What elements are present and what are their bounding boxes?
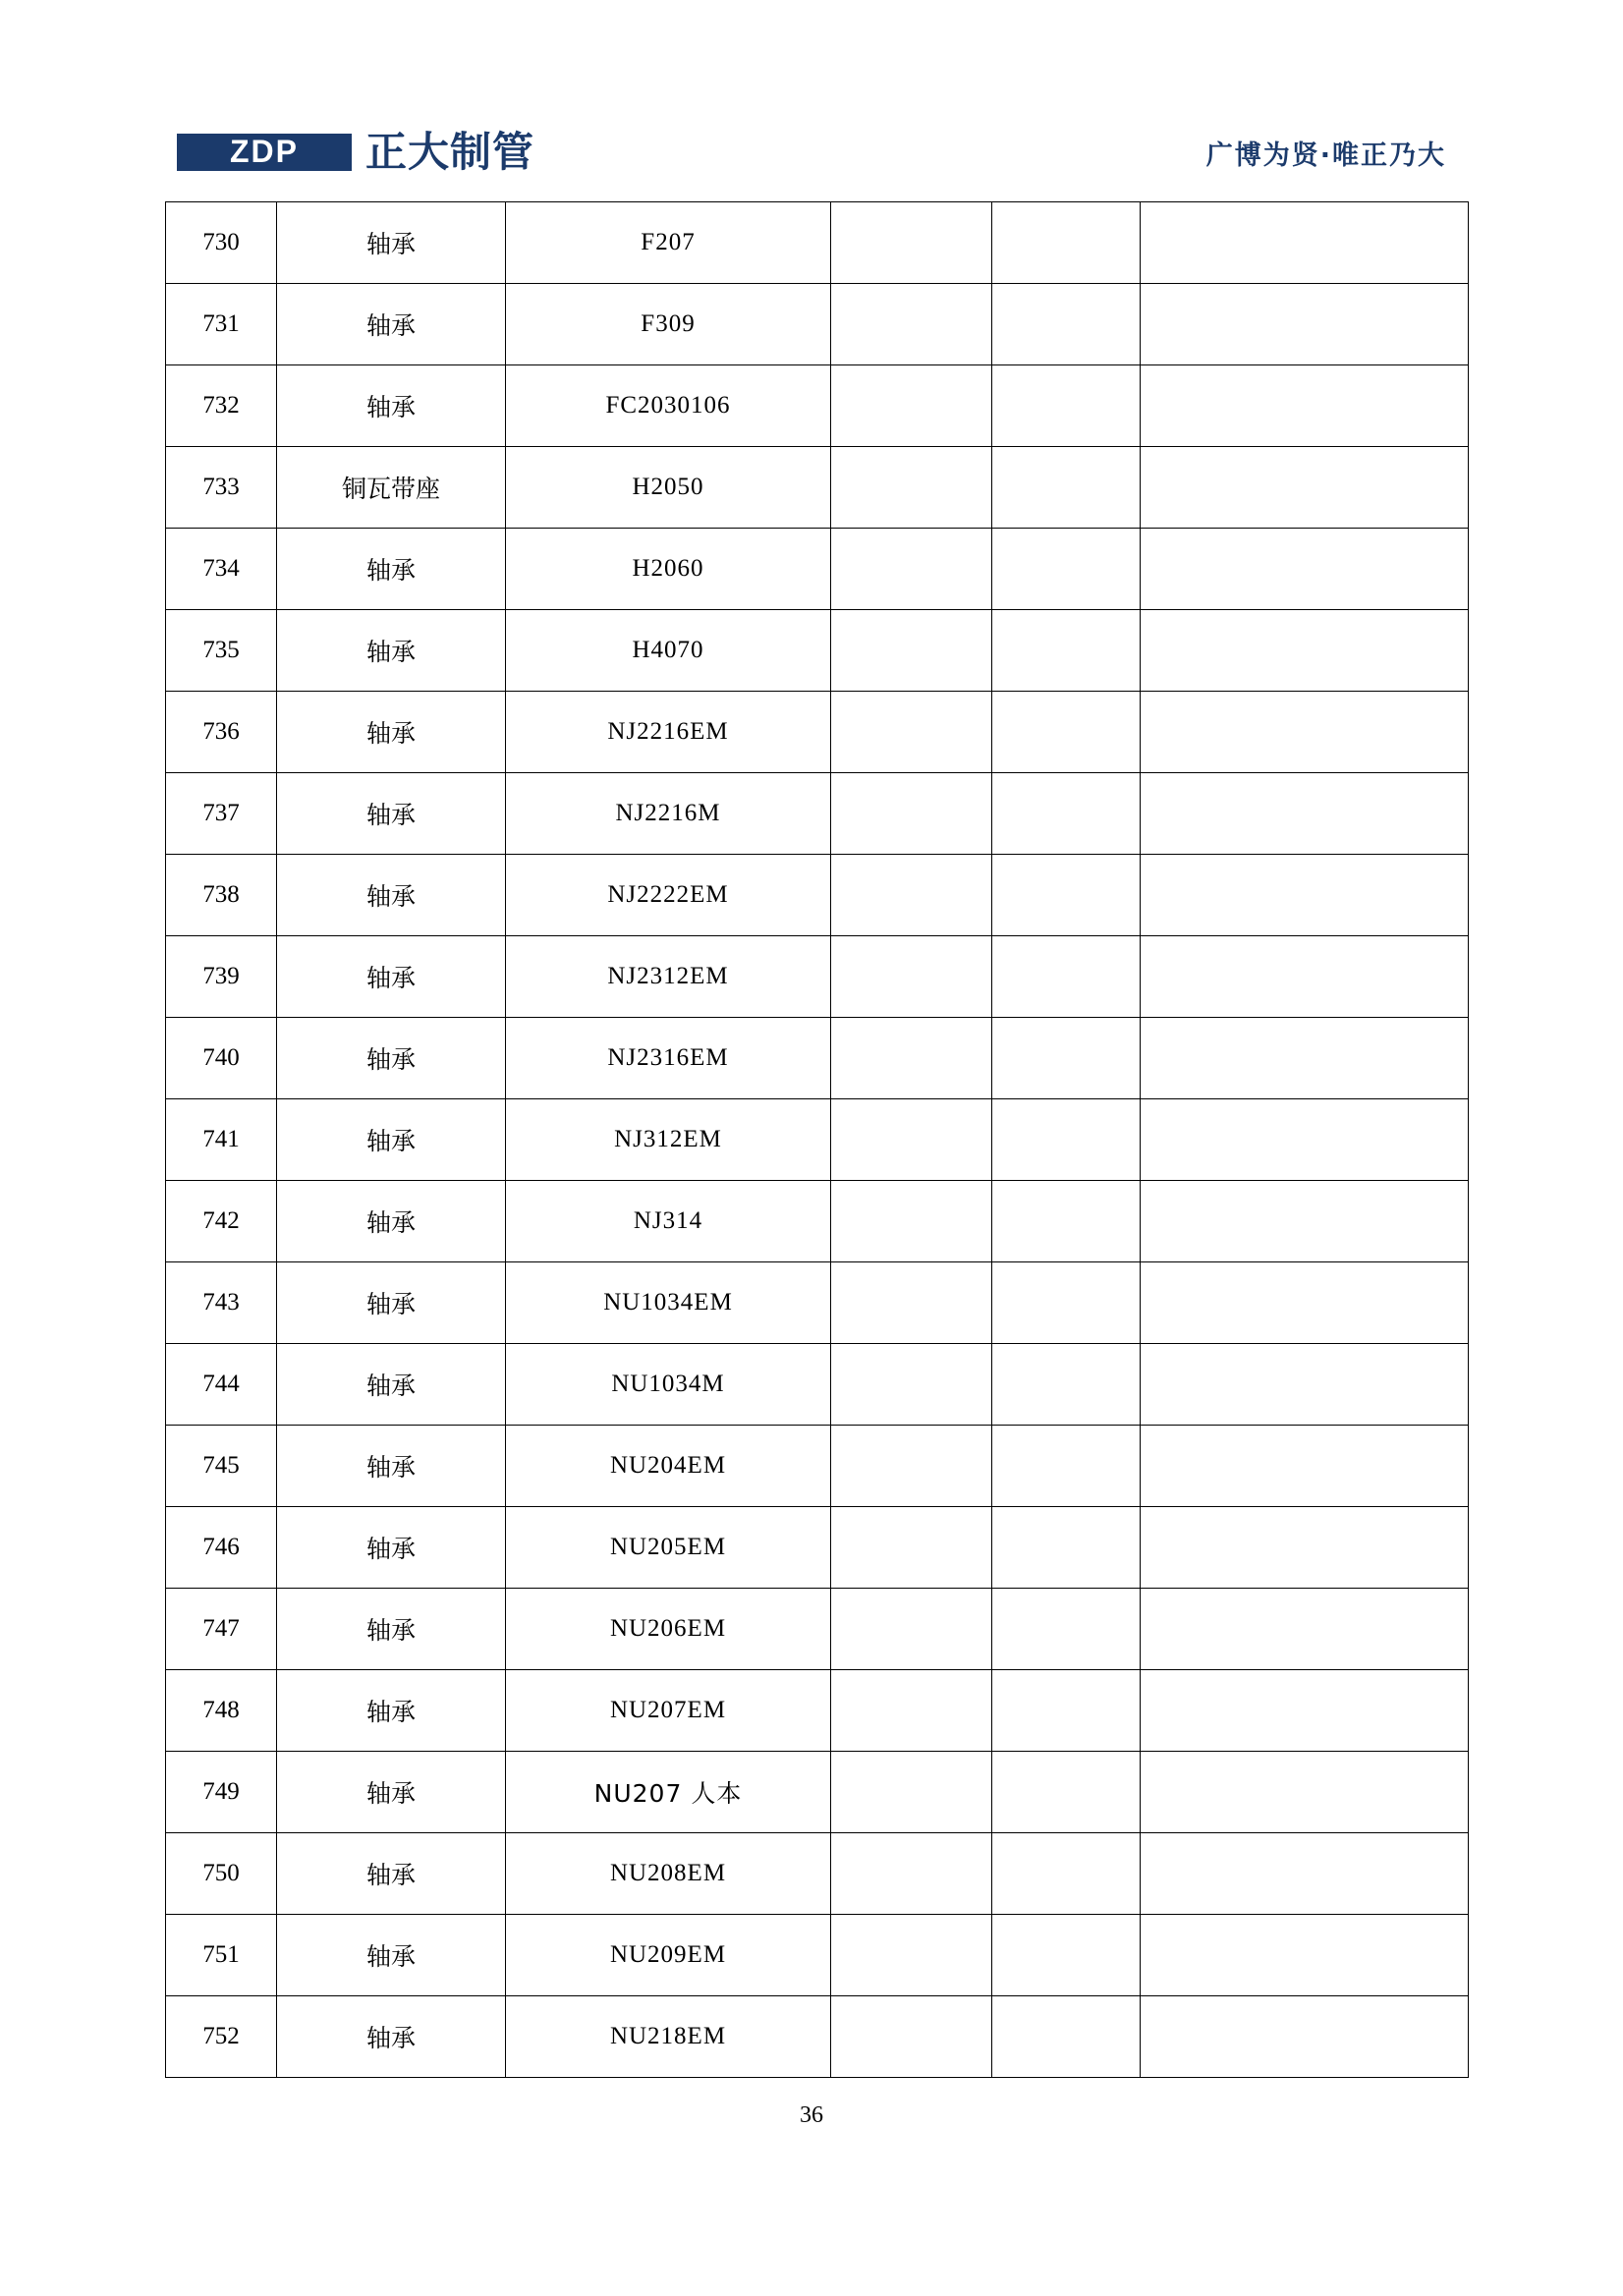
cell-e (992, 1262, 1141, 1344)
cell-f (1141, 1426, 1469, 1507)
cell-e (992, 1426, 1141, 1507)
cell-d (831, 1507, 992, 1589)
cell-e (992, 1996, 1141, 2078)
cell-e (992, 692, 1141, 773)
cell-f (1141, 1507, 1469, 1589)
cell-no: 745 (166, 1426, 277, 1507)
table-row (166, 1833, 1469, 1915)
table-row (166, 447, 1469, 529)
cell-f (1141, 1262, 1469, 1344)
cell-d (831, 1589, 992, 1670)
cell-name: 轴承 (277, 1833, 506, 1915)
cell-name: 轴承 (277, 855, 506, 936)
cell-spec: F309 (506, 284, 831, 365)
cell-name: 轴承 (277, 529, 506, 610)
table-row (166, 1262, 1469, 1344)
cell-name: 轴承 (277, 692, 506, 773)
cell-f (1141, 1670, 1469, 1752)
cell-d (831, 773, 992, 855)
cell-spec: NJ2312EM (506, 936, 831, 1018)
cell-f (1141, 1915, 1469, 1996)
cell-no: 752 (166, 1996, 277, 2078)
cell-f (1141, 773, 1469, 855)
cell-e (992, 365, 1141, 447)
cell-d (831, 1670, 992, 1752)
cell-spec: H4070 (506, 610, 831, 692)
cell-e (992, 610, 1141, 692)
cell-f (1141, 1181, 1469, 1262)
cell-no: 750 (166, 1833, 277, 1915)
table-row (166, 1670, 1469, 1752)
cell-name: 轴承 (277, 1018, 506, 1099)
cell-no: 740 (166, 1018, 277, 1099)
cell-spec: NU1034EM (506, 1262, 831, 1344)
cell-f (1141, 365, 1469, 447)
cell-d (831, 1344, 992, 1426)
cell-spec: F207 (506, 202, 831, 284)
cell-f (1141, 1589, 1469, 1670)
cell-spec: NU218EM (506, 1996, 831, 2078)
table-row (166, 365, 1469, 447)
table-row (166, 1589, 1469, 1670)
cell-spec: NU1034M (506, 1344, 831, 1426)
parts-table-body (166, 202, 1469, 2078)
cell-f (1141, 1833, 1469, 1915)
cell-spec: H2060 (506, 529, 831, 610)
cell-d (831, 1262, 992, 1344)
cell-name: 轴承 (277, 1262, 506, 1344)
cell-spec: NU204EM (506, 1426, 831, 1507)
cell-d (831, 284, 992, 365)
cell-name: 轴承 (277, 1752, 506, 1833)
cell-no: 736 (166, 692, 277, 773)
cell-spec: NJ312EM (506, 1099, 831, 1181)
table-row (166, 1018, 1469, 1099)
cell-name: 轴承 (277, 1507, 506, 1589)
cell-e (992, 202, 1141, 284)
cell-name: 轴承 (277, 1589, 506, 1670)
cell-no: 747 (166, 1589, 277, 1670)
cell-f (1141, 1752, 1469, 1833)
table-row (166, 284, 1469, 365)
cell-no: 742 (166, 1181, 277, 1262)
cell-e (992, 529, 1141, 610)
cell-d (831, 1915, 992, 1996)
table-row (166, 1426, 1469, 1507)
cell-f (1141, 1996, 1469, 2078)
cell-no: 730 (166, 202, 277, 284)
cell-d (831, 936, 992, 1018)
cell-e (992, 1752, 1141, 1833)
cell-name: 铜瓦带座 (277, 447, 506, 529)
cell-name: 轴承 (277, 1099, 506, 1181)
table-row (166, 1996, 1469, 2078)
cell-no: 732 (166, 365, 277, 447)
cell-d (831, 1099, 992, 1181)
cell-name: 轴承 (277, 202, 506, 284)
cell-name: 轴承 (277, 365, 506, 447)
cell-no: 743 (166, 1262, 277, 1344)
cell-name: 轴承 (277, 1996, 506, 2078)
cell-no: 738 (166, 855, 277, 936)
cell-d (831, 855, 992, 936)
cell-d (831, 692, 992, 773)
cell-f (1141, 936, 1469, 1018)
cell-f (1141, 284, 1469, 365)
table-row (166, 1344, 1469, 1426)
cell-d (831, 1833, 992, 1915)
cell-spec: NU209EM (506, 1915, 831, 1996)
svg-text:ZDP: ZDP (230, 134, 299, 169)
cell-f (1141, 692, 1469, 773)
cell-d (831, 529, 992, 610)
cell-spec: NU207EM (506, 1670, 831, 1752)
cell-name: 轴承 (277, 1915, 506, 1996)
cell-f (1141, 855, 1469, 936)
cell-spec: FC2030106 (506, 365, 831, 447)
page-header (177, 118, 1446, 187)
cell-spec: NJ2216EM (506, 692, 831, 773)
cell-e (992, 447, 1141, 529)
cell-e (992, 855, 1141, 936)
cell-no: 741 (166, 1099, 277, 1181)
table-row (166, 1181, 1469, 1262)
zdp-logo-icon (177, 130, 352, 175)
cell-e (992, 1181, 1141, 1262)
cell-spec: NJ314 (506, 1181, 831, 1262)
cell-spec: NJ2316EM (506, 1018, 831, 1099)
cell-d (831, 202, 992, 284)
cell-f (1141, 1018, 1469, 1099)
company-slogan: 广博为贤·唯正乃大 (1205, 140, 1446, 171)
cell-e (992, 284, 1141, 365)
table-row (166, 855, 1469, 936)
cell-name: 轴承 (277, 773, 506, 855)
cell-e (992, 936, 1141, 1018)
cell-f (1141, 202, 1469, 284)
cell-e (992, 1018, 1141, 1099)
cell-name: 轴承 (277, 284, 506, 365)
cell-e (992, 1833, 1141, 1915)
cell-no: 748 (166, 1670, 277, 1752)
cell-no: 733 (166, 447, 277, 529)
cell-spec: NU206EM (506, 1589, 831, 1670)
cell-d (831, 1426, 992, 1507)
cell-name: 轴承 (277, 1426, 506, 1507)
cell-d (831, 1181, 992, 1262)
cell-spec: NJ2216M (506, 773, 831, 855)
cell-spec: H2050 (506, 447, 831, 529)
page-number: 36 (800, 2102, 823, 2128)
cell-e (992, 1507, 1141, 1589)
cell-e (992, 1099, 1141, 1181)
cell-f (1141, 1344, 1469, 1426)
cell-d (831, 447, 992, 529)
cell-f (1141, 529, 1469, 610)
table-row (166, 529, 1469, 610)
cell-no: 739 (166, 936, 277, 1018)
cell-no: 744 (166, 1344, 277, 1426)
cell-e (992, 1589, 1141, 1670)
cell-d (831, 1996, 992, 2078)
cell-no: 735 (166, 610, 277, 692)
cell-no: 731 (166, 284, 277, 365)
cell-spec: NJ2222EM (506, 855, 831, 936)
cell-spec: NU207 人本 (506, 1752, 831, 1833)
table-row (166, 1099, 1469, 1181)
cell-name: 轴承 (277, 1344, 506, 1426)
table-row (166, 1752, 1469, 1833)
cell-d (831, 365, 992, 447)
table-row (166, 692, 1469, 773)
table-row (166, 1915, 1469, 1996)
cell-d (831, 1018, 992, 1099)
cell-f (1141, 447, 1469, 529)
cell-no: 751 (166, 1915, 277, 1996)
company-logo (177, 130, 534, 175)
cell-name: 轴承 (277, 1181, 506, 1262)
cell-d (831, 610, 992, 692)
cell-spec: NU205EM (506, 1507, 831, 1589)
cell-no: 737 (166, 773, 277, 855)
cell-e (992, 773, 1141, 855)
table-row (166, 936, 1469, 1018)
table-row (166, 610, 1469, 692)
table-row (166, 773, 1469, 855)
cell-f (1141, 610, 1469, 692)
parts-table (165, 201, 1469, 2078)
cell-d (831, 1752, 992, 1833)
cell-f (1141, 1099, 1469, 1181)
cell-e (992, 1344, 1141, 1426)
cell-name: 轴承 (277, 936, 506, 1018)
table-row (166, 202, 1469, 284)
cell-e (992, 1670, 1141, 1752)
cell-no: 749 (166, 1752, 277, 1833)
cell-no: 746 (166, 1507, 277, 1589)
cell-spec: NU208EM (506, 1833, 831, 1915)
cell-name: 轴承 (277, 610, 506, 692)
company-name: 正大制管 (365, 128, 535, 176)
cell-no: 734 (166, 529, 277, 610)
cell-e (992, 1915, 1141, 1996)
cell-name: 轴承 (277, 1670, 506, 1752)
table-row (166, 1507, 1469, 1589)
